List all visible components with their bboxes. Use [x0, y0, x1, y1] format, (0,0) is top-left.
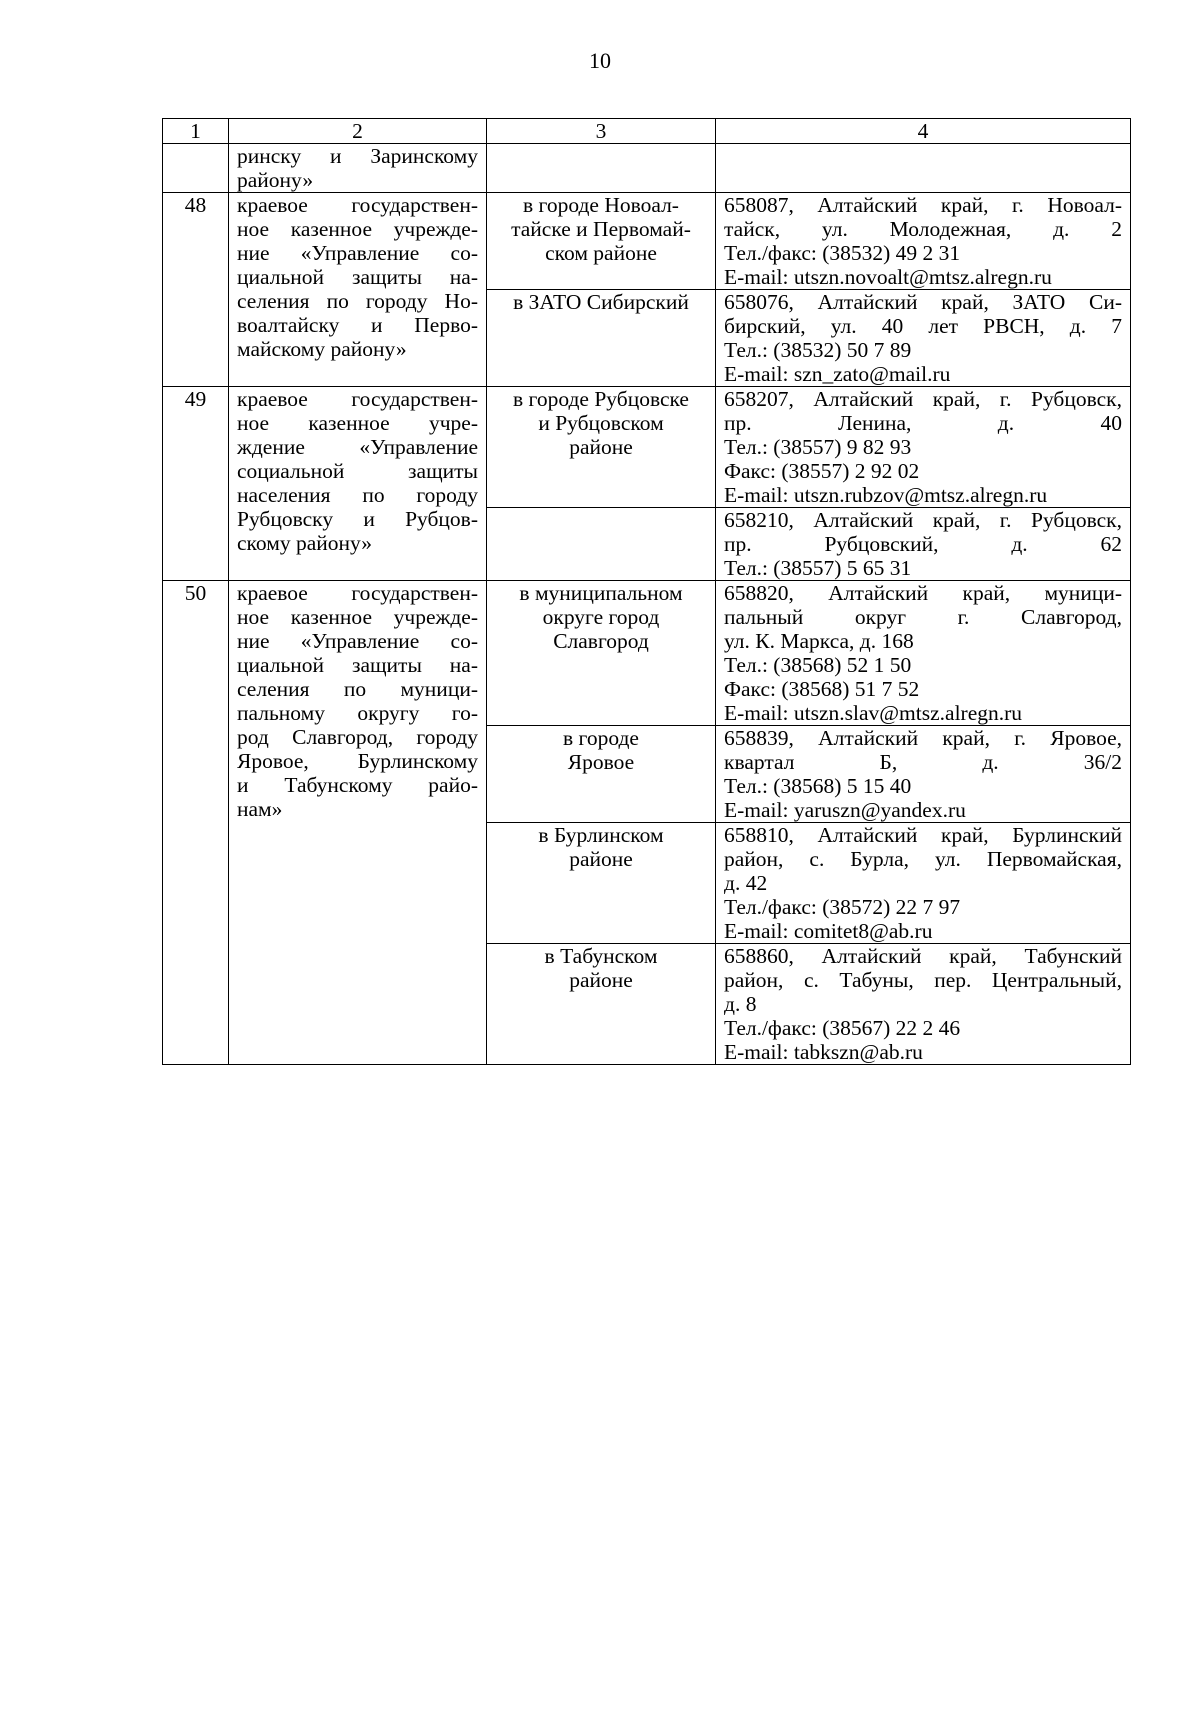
contact-line: д. 8 [724, 992, 757, 1016]
org-line: селения по муници- [237, 677, 478, 701]
territory-line: районе [569, 847, 633, 871]
territory-cell [487, 726, 716, 823]
contact-line: 658810, Алтайский край, Бурлинский [724, 823, 1122, 847]
page-number: 10 [589, 48, 611, 73]
table-row [163, 387, 1131, 508]
table-row [163, 581, 1131, 726]
territory-line: и Рубцовском [538, 411, 664, 435]
org-line: ринску и Заринскому [237, 144, 478, 168]
email-text: E-mail: tabkszn@ab.ru [724, 1040, 923, 1064]
territory-line: в Бурлинском [538, 823, 664, 847]
contact-line: пр. Ленина, д. 40 [724, 411, 1122, 435]
header-row [163, 119, 1131, 144]
organization-cell [229, 193, 487, 387]
row-number-cell: 48 [163, 193, 229, 387]
header-col-2: 2 [229, 119, 487, 144]
territory-line: округе город [542, 605, 660, 629]
email-text: E-mail: szn_zato@mail.ru [724, 362, 951, 386]
continuation-row [163, 144, 1131, 193]
contact-line: тайск, ул. Молодежная, д. 2 [724, 217, 1122, 241]
contact-line: Факс: (38557) 2 92 02 [724, 459, 920, 483]
territory-line: тайске и Первомай- [511, 217, 691, 241]
contact-line: 658076, Алтайский край, ЗАТО Си- [724, 290, 1122, 314]
territory-cell [487, 823, 716, 944]
continuation-contact-cell [716, 144, 1131, 193]
contact-line: район, с. Табуны, пер. Центральный, [724, 968, 1122, 992]
org-line: майскому району» [237, 337, 407, 361]
contact-line: Тел./факс: (38532) 49 2 31 [724, 241, 961, 265]
org-line: ное казенное учрежде- [237, 217, 478, 241]
continuation-org-cell [229, 144, 487, 193]
territory-line: в городе Рубцовске [513, 387, 689, 411]
row-number-cell: 50 [163, 581, 229, 1065]
org-line: циальной защиты на- [237, 265, 478, 289]
org-line: Рубцовску и Рубцов- [237, 507, 478, 531]
territory-line: районе [569, 968, 633, 992]
organizations-table [162, 118, 1131, 1065]
contact-line: Факс: (38568) 51 7 52 [724, 677, 920, 701]
contact-line: 658207, Алтайский край, г. Рубцовск, [724, 387, 1122, 411]
territory-cell [487, 387, 716, 508]
contact-line: пр. Рубцовский, д. 62 [724, 532, 1122, 556]
contact-line: 658860, Алтайский край, Табунский [724, 944, 1122, 968]
org-line: и Табунскому райо- [237, 773, 478, 797]
organization-cell [229, 387, 487, 581]
org-line: ние «Управление со- [237, 629, 478, 653]
contact-line: Тел.: (38557) 5 65 31 [724, 556, 912, 580]
contact-line: 658820, Алтайский край, муници- [724, 581, 1122, 605]
contact-line: 658210, Алтайский край, г. Рубцовск, [724, 508, 1122, 532]
org-line: населения по городу [237, 483, 478, 507]
org-line: краевое государствен- [237, 387, 478, 411]
contact-line: 658087, Алтайский край, г. Новоал- [724, 193, 1122, 217]
org-line: краевое государствен- [237, 581, 478, 605]
continuation-territory-cell [487, 144, 716, 193]
row-number-cell: 49 [163, 387, 229, 581]
header-col-3: 3 [487, 119, 716, 144]
contact-line: Тел.: (38557) 9 82 93 [724, 435, 912, 459]
territory-line: ском районе [545, 241, 657, 265]
org-line: пальному округу го- [237, 701, 478, 725]
org-line: воалтайску и Перво- [237, 313, 478, 337]
email-text: E-mail: utszn.slav@mtsz.alregn.ru [724, 701, 1023, 725]
org-line: ное казенное учре- [237, 411, 478, 435]
contact-line: д. 42 [724, 871, 768, 895]
contact-line: Тел.: (38568) 52 1 50 [724, 653, 912, 677]
org-line: циальной защиты на- [237, 653, 478, 677]
org-line: селения по городу Но- [237, 289, 478, 313]
continuation-num-cell [163, 144, 229, 193]
org-line: краевое государствен- [237, 193, 478, 217]
contact-line: квартал Б, д. 36/2 [724, 750, 1122, 774]
territory-cell [487, 581, 716, 726]
territory-line: Славгород [553, 629, 649, 653]
table-body [163, 144, 1131, 1065]
territory-line: в городе [563, 726, 639, 750]
org-line: Яровое, Бурлинскому [237, 749, 478, 773]
territory-cell [487, 193, 716, 290]
org-line: нам» [237, 797, 283, 821]
territory-line: в Табунском [544, 944, 658, 968]
table-row [163, 193, 1131, 290]
contact-line: Тел.: (38568) 5 15 40 [724, 774, 912, 798]
org-line: ное казенное учрежде- [237, 605, 478, 629]
contact-line: 658839, Алтайский край, г. Яровое, [724, 726, 1122, 750]
org-line: род Славгород, городу [237, 725, 478, 749]
org-line: району» [237, 168, 314, 192]
territory-cell [487, 290, 716, 387]
contact-cell [716, 944, 1131, 1065]
contact-cell [716, 581, 1131, 726]
contact-line: ул. К. Маркса, д. 168 [724, 629, 914, 653]
email-text: E-mail: utszn.novoalt@mtsz.alregn.ru [724, 265, 1052, 289]
org-line: ждение «Управление [237, 435, 478, 459]
organization-cell [229, 581, 487, 1065]
contact-cell [716, 290, 1131, 387]
territory-line: в городе Новоал- [523, 193, 679, 217]
contact-line: Тел.: (38532) 50 7 89 [724, 338, 912, 362]
territory-line: в ЗАТО Сибирский [513, 290, 689, 314]
org-line: скому району» [237, 531, 373, 555]
email-text: E-mail: yaruszn@yandex.ru [724, 798, 966, 822]
contact-cell [716, 726, 1131, 823]
org-line: социальной защиты [237, 459, 478, 483]
org-line: ние «Управление со- [237, 241, 478, 265]
contact-cell [716, 387, 1131, 508]
contact-cell [716, 193, 1131, 290]
contact-line: бирский, ул. 40 лет РВСН, д. 7 [724, 314, 1122, 338]
territory-cell [487, 944, 716, 1065]
contact-cell [716, 508, 1131, 581]
header-col-1: 1 [163, 119, 229, 144]
territory-line: районе [569, 435, 633, 459]
contact-line: район, с. Бурла, ул. Первомайская, [724, 847, 1122, 871]
territory-cell [487, 508, 716, 581]
contact-cell [716, 823, 1131, 944]
territory-line: Яровое [567, 750, 635, 774]
territory-line: в муниципальном [519, 581, 683, 605]
email-text: E-mail: utszn.rubzov@mtsz.alregn.ru [724, 483, 1048, 507]
contact-line: Тел./факс: (38567) 22 2 46 [724, 1016, 961, 1040]
contact-line: пальный округ г. Славгород, [724, 605, 1122, 629]
contact-line: Тел./факс: (38572) 22 7 97 [724, 895, 961, 919]
email-text: E-mail: comitet8@ab.ru [724, 919, 933, 943]
header-col-4: 4 [716, 119, 1131, 144]
